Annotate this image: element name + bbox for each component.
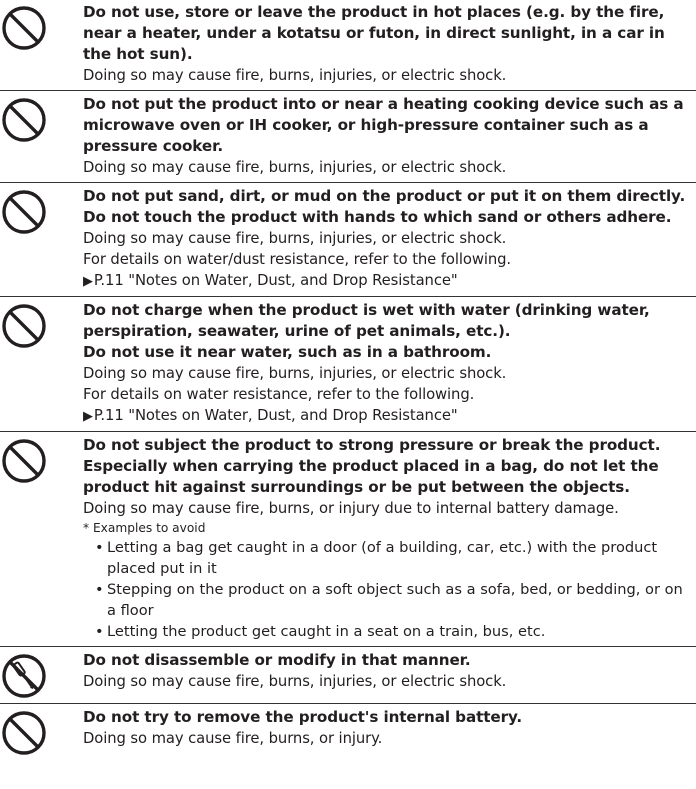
no-disassembly-icon bbox=[0, 650, 83, 699]
warning-title: Do not try to remove the product's internal battery. bbox=[83, 708, 523, 726]
warning-title: Do not subject the product to strong pressure or break the product. Especially when carrying the product placed in a bag, do not let the product hit against surroundings or be put between the objects. bbox=[83, 436, 661, 496]
warning-title: Do not disassemble or modify in that manner. bbox=[83, 651, 471, 669]
warning-consequence: Doing so may cause fire, burns, or injury. bbox=[83, 730, 383, 747]
warning-consequence: Doing so may cause fire, burns, injuries, or electric shock. bbox=[83, 67, 507, 84]
page-reference-link[interactable]: ▶ P.11 "Notes on Water, Dust, and Drop Resistance" bbox=[83, 405, 692, 427]
warning-item bbox=[0, 90, 696, 182]
prohibition-icon bbox=[0, 2, 83, 51]
prohibition-icon bbox=[0, 435, 83, 484]
warning-title: Do not put sand, dirt, or mud on the product or put it on them directly. Do not touch the product with hands to which sand or others adhere. bbox=[83, 187, 686, 226]
warning-title: Do not charge when the product is wet with water (drinking water, perspiration, seawater, urine of pet animals, etc.). bbox=[83, 301, 650, 340]
prohibition-icon bbox=[0, 707, 83, 756]
warning-item bbox=[0, 703, 696, 760]
list-item: • Letting the product get caught in a seat on a train, bus, etc. bbox=[95, 621, 692, 642]
warning-consequence: Doing so may cause fire, burns, injuries, or electric shock. bbox=[83, 673, 507, 690]
warning-item bbox=[0, 431, 696, 646]
warning-item bbox=[0, 0, 696, 90]
list-item: • Letting a bag get caught in a door (of a building, car, etc.) with the product placed put in it bbox=[95, 537, 692, 579]
warning-consequence: Doing so may cause fire, burns, injuries, or electric shock. bbox=[83, 230, 507, 247]
examples-note: * Examples to avoid bbox=[83, 521, 206, 535]
list-item: • Stepping on the product on a soft object such as a sofa, bed, or bedding, or on a floor bbox=[95, 579, 692, 621]
warning-details: For details on water/dust resistance, refer to the following. bbox=[83, 251, 512, 268]
warning-details: For details on water resistance, refer to the following. bbox=[83, 386, 475, 403]
warning-item bbox=[0, 182, 696, 296]
warning-title: Do not use it near water, such as in a bathroom. bbox=[83, 343, 492, 361]
prohibition-icon bbox=[0, 300, 83, 349]
prohibition-icon bbox=[0, 186, 83, 235]
warning-item bbox=[0, 296, 696, 431]
warning-title: Do not put the product into or near a heating cooking device such as a microwave oven or IH cooker, or high-pressure container such as a pressure cooker. bbox=[83, 95, 684, 155]
page-reference-link[interactable]: ▶ P.11 "Notes on Water, Dust, and Drop Resistance" bbox=[83, 270, 692, 292]
warning-consequence: Doing so may cause fire, burns, injuries, or electric shock. bbox=[83, 365, 507, 382]
prohibition-icon bbox=[0, 94, 83, 143]
warning-consequence: Doing so may cause fire, burns, injuries, or electric shock. bbox=[83, 159, 507, 176]
warning-item bbox=[0, 646, 696, 703]
warning-title: Do not use, store or leave the product in hot places (e.g. by the fire, near a heater, under a kotatsu or futon, in direct sunlight, in a car in the hot sun). bbox=[83, 3, 665, 63]
warning-consequence: Doing so may cause fire, burns, or injury due to internal battery damage. bbox=[83, 500, 619, 517]
examples-list bbox=[95, 537, 692, 642]
